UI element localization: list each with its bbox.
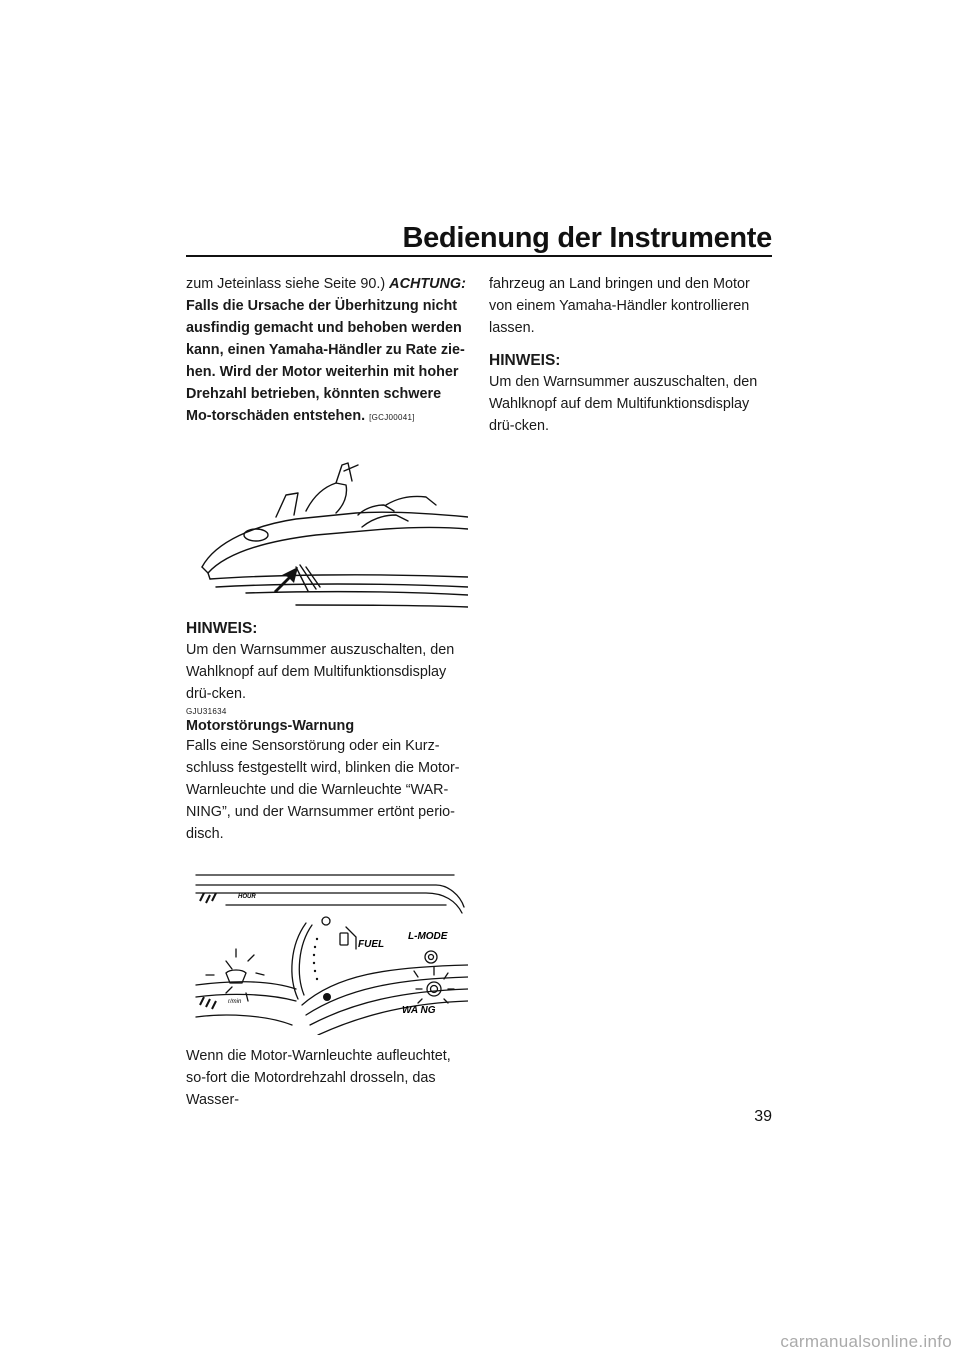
hinweis-text: Um den Warnsummer auszuschalten, den Wahlknopf auf dem Multifunktionsdisplay drü-cken. [186,642,455,702]
achtung-code: [GCJ00041] [369,413,415,422]
intro-text: zum Jeteinlass siehe Seite 90.) [186,276,390,292]
warning-label: WA NG [402,1005,436,1016]
right-column [489,273,773,437]
right-hinweis-heading: HINWEIS: [489,352,561,369]
fuel-label: FUEL [358,939,385,950]
left-column [186,273,466,1111]
lmode-label: L-MODE [408,931,448,942]
hour-label: HOUR [238,894,256,900]
watermark: carmanualsonline.info [780,1332,952,1351]
right-hinweis-text: Um den Warnsummer auszuschalten, den Wahlknopf auf dem Multifunktionsdisplay drü-cken. [489,374,758,434]
page-title: Bedienung der Instrumente [402,222,772,254]
section-heading: Motorstörungs-Warnung [186,718,355,734]
section-text: Falls eine Sensorstörung oder ein Kurz-schluss festgestellt wird, blinken die Motor-Warnleuchte und die Warnleuchte “WAR-NING”, und der Warnsummer ertönt perio-disch. [186,738,460,842]
achtung-paragraph [186,273,468,429]
section-code: GJU31634 [186,707,227,716]
hinweis-heading: HINWEIS: [186,620,258,637]
after-figure-text: Wenn die Motor-Warnleuchte aufleuchtet, so-fort die Motordrehzahl drosseln, das Wasser- [186,1048,451,1108]
arrow-icon [274,567,298,593]
achtung-label: ACHTUNG: [389,276,466,292]
achtung-text: Falls die Ursache der Überhitzung nicht ausfindig gemacht und behoben werden kann, einen Yamaha-Händler zu Rate zie-hen. Wird der Motor weiterhin mit hoher Drehzahl betrieben, könnten schwere Mo-torschäden entstehen. [186,298,465,424]
watercraft-figure [186,455,468,615]
rmin-label: r/min [228,999,242,1005]
page-number: 39 [754,1108,772,1125]
continuation-text: fahrzeug an Land bringen und den Motor von einem Yamaha-Händler kontrollieren lassen. [489,276,750,336]
title-rule [186,255,772,257]
instrument-panel-figure [186,865,468,1035]
